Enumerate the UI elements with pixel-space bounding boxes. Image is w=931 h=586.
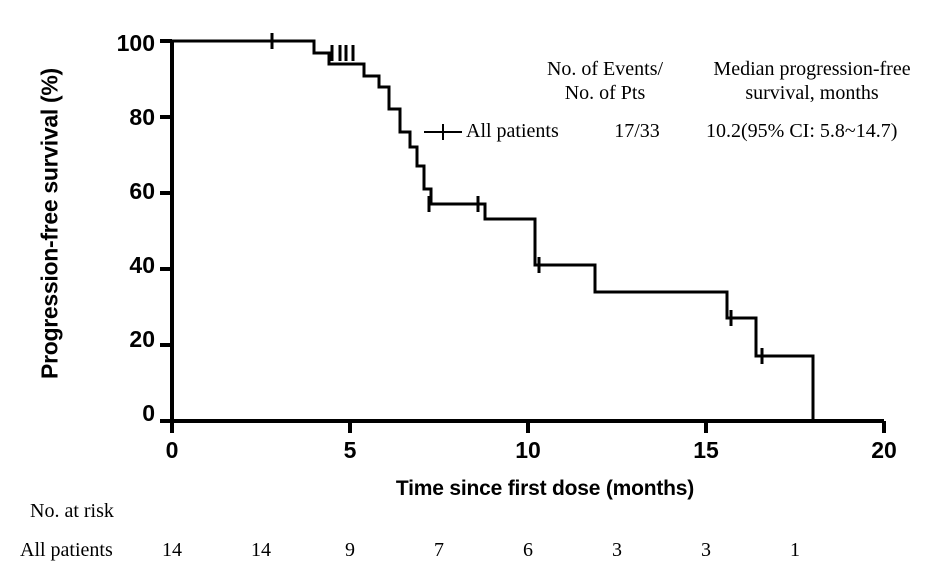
y-tick-100: 100 bbox=[116, 30, 155, 56]
risk-value-0: 14 bbox=[162, 539, 182, 561]
y-tick-40: 40 bbox=[129, 252, 155, 278]
legend-header-median bbox=[692, 58, 931, 105]
x-tick-0: 0 bbox=[165, 437, 179, 463]
risk-value-2: 9 bbox=[345, 539, 355, 561]
risk-value-3: 7 bbox=[434, 539, 444, 561]
risk-table-row-label: All patients bbox=[20, 539, 113, 561]
risk-value-1: 14 bbox=[251, 539, 271, 561]
legend-events-value: 17/33 bbox=[614, 120, 660, 142]
legend-median-value: 10.2(95% CI: 5.8~14.7) bbox=[706, 120, 898, 142]
x-tick-5: 5 bbox=[343, 437, 357, 463]
y-tick-60: 60 bbox=[129, 178, 155, 204]
legend-header-median-line1: Median progression-free bbox=[713, 58, 911, 80]
risk-value-7: 1 bbox=[790, 539, 800, 561]
risk-table-title: No. at risk bbox=[30, 500, 114, 522]
x-tick-20: 20 bbox=[871, 437, 897, 463]
y-axis-label: Progression-free survival (%) bbox=[36, 68, 63, 379]
risk-value-5: 3 bbox=[612, 539, 622, 561]
legend-series-name: All patients bbox=[466, 120, 559, 142]
legend-censor-tick-icon bbox=[442, 124, 444, 140]
legend-header-events-line2: No. of Pts bbox=[564, 81, 646, 104]
x-tick-15: 15 bbox=[693, 437, 719, 463]
y-tick-80: 80 bbox=[129, 104, 155, 130]
legend-header-events-line1: No. of Events/ bbox=[546, 58, 664, 80]
risk-value-6: 3 bbox=[701, 539, 711, 561]
legend-header-median-line2: survival, months bbox=[745, 81, 879, 104]
x-tick-10: 10 bbox=[515, 437, 541, 463]
y-tick-0: 0 bbox=[142, 400, 155, 426]
legend-header-events bbox=[520, 58, 690, 105]
y-tick-20: 20 bbox=[129, 326, 155, 352]
x-axis-label: Time since first dose (months) bbox=[395, 477, 695, 500]
risk-value-4: 6 bbox=[523, 539, 533, 561]
